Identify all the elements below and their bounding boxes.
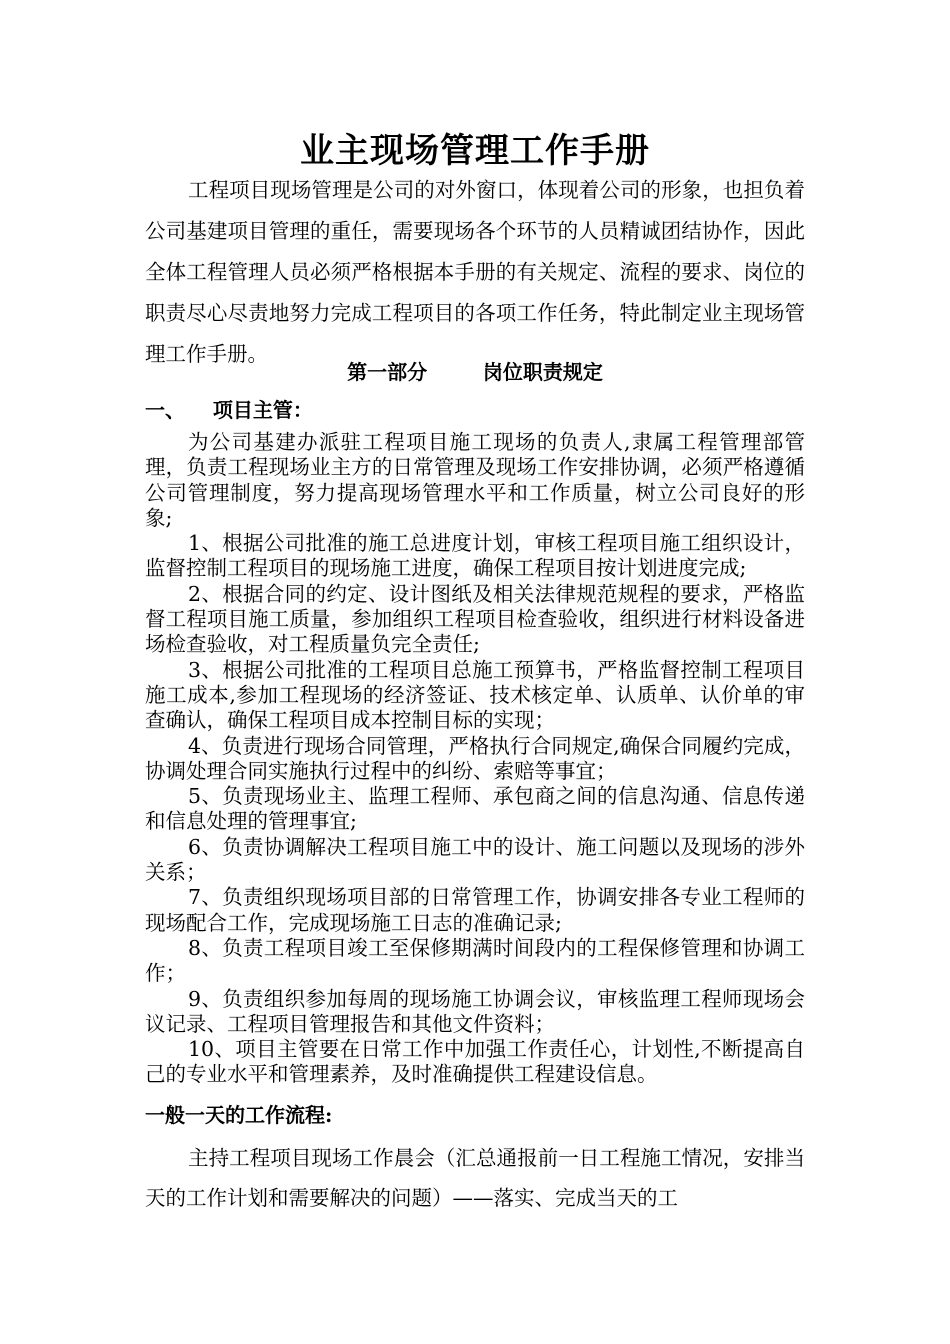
- duty-paragraph: 3、根据公司批准的工程项目总施工预算书，严格监督控制工程项目施工成本,参加工程现场的经济签证、技术核定单、认质单、认价单的审查确认，确保工程项目成本控制目标的实现；: [145, 657, 805, 733]
- part-heading: 第一部分 岗位职责规定: [347, 360, 603, 384]
- duty-paragraph: 7、负责组织现场项目部的日常管理工作，协调安排各专业工程师的现场配合工作，完成现场施工日志的准确记录;: [145, 885, 805, 935]
- duty-paragraph: 4、负责进行现场合同管理，严格执行合同规定,确保合同履约完成，协调处理合同实施执行过程中的纠纷、索赔等事宜；: [145, 733, 805, 783]
- workflow-heading: 一般一天的工作流程:: [145, 1103, 333, 1127]
- duty-paragraph: 9、负责组织参加每周的现场施工协调会议，审核监理工程师现场会议记录、工程项目管理报告和其他文件资料；: [145, 986, 805, 1036]
- duty-paragraph: 为公司基建办派驻工程项目施工现场的负责人,隶属工程管理部管理，负责工程现场业主方的日常管理及现场工作安排协调，必须严格遵循公司管理制度，努力提高现场管理水平和工作质量，树立公司良好的形象;: [145, 430, 805, 530]
- duty-paragraph: 6、负责协调解决工程项目施工中的设计、施工问题以及现场的涉外关系；: [145, 834, 805, 885]
- duty-paragraph: 5、负责现场业主、监理工程师、承包商之间的信息沟通、信息传递和信息处理的管理事宜;: [145, 784, 805, 834]
- duty-paragraph: 2、根据合同的约定、设计图纸及相关法律规范规程的要求，严格监督工程项目施工质量，参加组织工程项目检查验收，组织进行材料设备进场检查验收，对工程质量负完全责任;: [145, 581, 805, 657]
- duty-paragraph: 8、负责工程项目竣工至保修期满时间段内的工程保修管理和协调工作；: [145, 935, 805, 986]
- duty-paragraph: 10、项目主管要在日常工作中加强工作责任心，计划性,不断提高自己的专业水平和管理素养，及时准确提供工程建设信息。: [145, 1037, 805, 1087]
- intro-paragraph: 工程项目现场管理是公司的对外窗口，体现着公司的形象，也担负着公司基建项目管理的重任，需要现场各个环节的人员精诚团结协作，因此全体工程管理人员必须严格根据本手册的有关规定、流程的要求、岗位的职责尽心尽责地努力完成工程项目的各项工作任务，特此制定业主现场管理工作手册。: [145, 178, 805, 366]
- document-title: 业主现场管理工作手册: [300, 131, 650, 171]
- duty-paragraph: 1、根据公司批准的施工总进度计划，审核工程项目施工组织设计，监督控制工程项目的现场施工进度，确保工程项目按计划进度完成;: [145, 531, 805, 581]
- workflow-paragraph: 主持工程项目现场工作晨会（汇总通报前一日工程施工情况，安排当天的工作计划和需要解决的问题）——落实、完成当天的工: [145, 1146, 805, 1210]
- section-heading: 一、 项目主管：: [145, 398, 313, 422]
- duties-list: [145, 430, 805, 1088]
